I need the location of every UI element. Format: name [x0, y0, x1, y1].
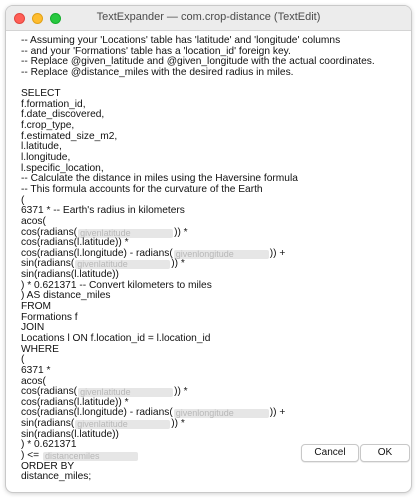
- code-text: (: [21, 194, 25, 206]
- code-text: -- Replace @given_latitude and @given_longitude with the actual coordinates.: [21, 56, 375, 68]
- code-line: [21, 334, 401, 345]
- code-line: [21, 132, 401, 143]
- code-line: [21, 377, 401, 388]
- code-line: [21, 302, 401, 313]
- code-line: [21, 110, 401, 121]
- code-text: ORDER BY: [21, 460, 75, 472]
- cancel-button[interactable]: Cancel: [301, 444, 359, 462]
- fill-in-field[interactable]: distancemiles: [43, 452, 138, 461]
- code-text: cos(radians(l.longitude) - radians(: [21, 247, 173, 259]
- title-bar: [6, 6, 411, 31]
- code-text: f.crop_type,: [21, 120, 75, 132]
- code-text: -- Replace @distance_miles with the desired radius in miles.: [21, 66, 294, 78]
- code-line: [21, 408, 401, 419]
- code-text: ) * 0.621371 -- Convert kilometers to miles: [21, 279, 212, 291]
- code-text: WHERE: [21, 343, 59, 355]
- code-line: [21, 79, 401, 90]
- code-text: -- Calculate the distance in miles using the Haversine formula: [21, 173, 298, 185]
- code-text: cos(radians(: [21, 386, 78, 398]
- code-line: [21, 68, 401, 79]
- code-text: l.specific_location,: [21, 162, 104, 174]
- code-text: sin(radians(l.latitude)): [21, 269, 119, 281]
- code-text: ) <=: [21, 449, 42, 461]
- code-text: sin(radians(l.latitude)): [21, 428, 119, 440]
- fill-in-field[interactable]: givenlongitude: [174, 250, 269, 259]
- code-text: JOIN: [21, 322, 45, 334]
- code-text: distance_miles;: [21, 471, 92, 483]
- code-line: [21, 206, 401, 217]
- code-line: [21, 291, 401, 302]
- code-text: -- and your 'Formations' table has a 'location_id' foreign key.: [21, 45, 291, 57]
- code-text: )) +: [269, 247, 286, 259]
- code-text: l.latitude,: [21, 141, 62, 153]
- code-text: acos(: [21, 375, 46, 387]
- code-text: SELECT: [21, 88, 61, 100]
- textexpander-window: [5, 5, 412, 493]
- code-text: cos(radians(l.latitude)) *: [21, 396, 129, 408]
- code-line: [21, 217, 401, 228]
- code-text: f.estimated_size_m2,: [21, 130, 118, 142]
- code-line: [21, 472, 401, 483]
- code-text: cos(radians(l.latitude)) *: [21, 237, 129, 249]
- code-line: [21, 185, 401, 196]
- code-text: cos(radians(l.longitude) - radians(: [21, 407, 173, 419]
- fill-in-field[interactable]: givenlatitude: [78, 388, 173, 397]
- fill-in-field[interactable]: givenlatitude: [78, 229, 173, 238]
- code-line: [21, 313, 401, 324]
- code-text: f.date_discovered,: [21, 109, 105, 121]
- ok-button[interactable]: OK: [360, 444, 410, 462]
- fill-in-field[interactable]: givenlongitude: [174, 409, 269, 418]
- code-text: )) +: [269, 407, 286, 419]
- code-text: cos(radians(: [21, 226, 78, 238]
- code-line: [21, 249, 401, 260]
- code-text: )) *: [174, 386, 188, 398]
- snippet-content[interactable]: [21, 36, 401, 483]
- code-text: FROM: [21, 301, 51, 313]
- code-line: [21, 345, 401, 356]
- code-text: f.formation_id,: [21, 98, 86, 110]
- code-text: -- Assuming your 'Locations' table has 'latitude' and 'longitude' columns: [21, 35, 341, 46]
- window-title: TextExpander — com.crop-distance (TextEdit): [96, 11, 321, 23]
- code-text: acos(: [21, 215, 46, 227]
- code-text: 6371 *: [21, 364, 51, 376]
- code-text: (: [21, 354, 25, 366]
- code-text: ) * 0.621371: [21, 439, 77, 451]
- code-line: [21, 366, 401, 377]
- code-text: 6371 * -- Earth's radius in kilometers: [21, 205, 185, 217]
- code-text: ) AS distance_miles: [21, 290, 111, 302]
- code-text: -- This formula accounts for the curvature of the Earth: [21, 183, 263, 195]
- fill-in-field[interactable]: givenlatitude: [75, 420, 170, 429]
- fill-in-field[interactable]: givenlatitude: [75, 260, 170, 269]
- code-text: )) *: [171, 258, 185, 270]
- code-text: )) *: [174, 226, 188, 238]
- code-text: Locations l ON f.location_id = l.location_id: [21, 332, 211, 344]
- code-line: [21, 355, 401, 366]
- code-text: Formations f: [21, 311, 78, 323]
- code-text: )) *: [171, 418, 185, 430]
- code-text: sin(radians(: [21, 258, 75, 270]
- code-line: [21, 430, 401, 441]
- code-text: l.longitude,: [21, 152, 71, 164]
- code-line: [21, 142, 401, 153]
- code-text: sin(radians(: [21, 418, 75, 430]
